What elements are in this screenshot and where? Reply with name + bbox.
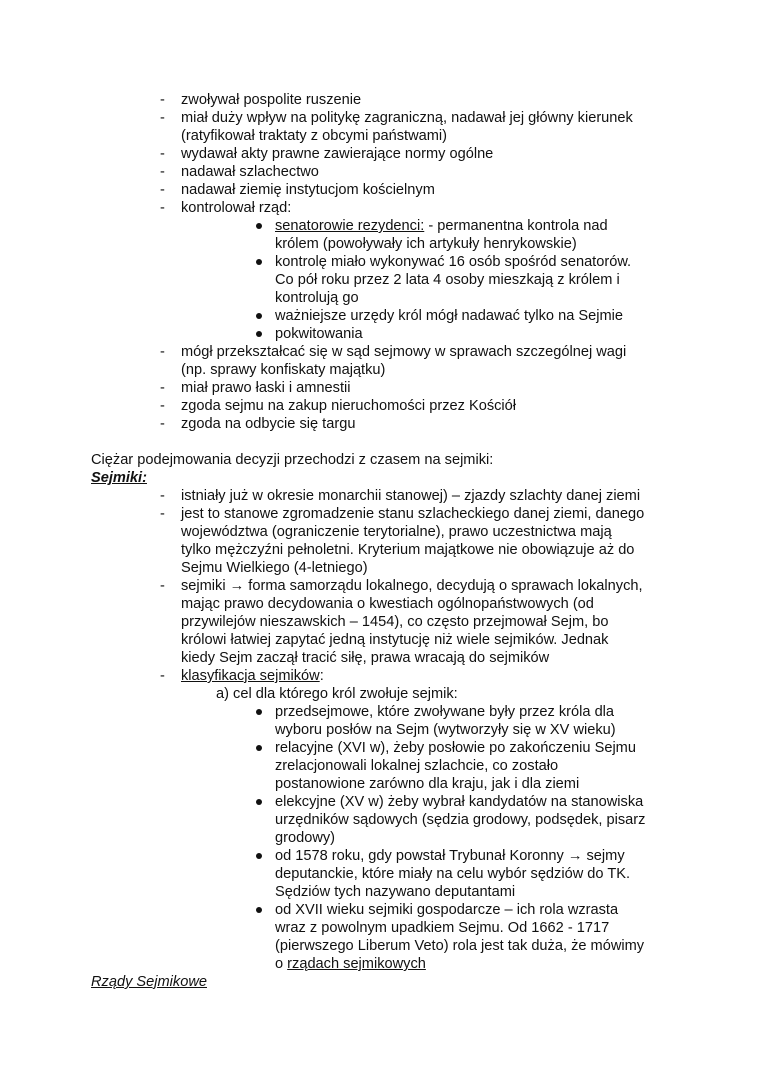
dash-marker: - xyxy=(160,110,165,126)
sub-bullet-cont: Co pół roku przez 2 lata 4 osoby mieszkają z królem i xyxy=(275,272,620,288)
bullet-marker xyxy=(256,907,262,913)
bullet-cont: urzędników sądowych (sędzia grodowy, podsędek, pisarz xyxy=(275,812,646,828)
list-item: jest to stanowe zgromadzenie stanu szlacheckiego danej ziemi, danego xyxy=(181,506,645,522)
dash-marker: - xyxy=(160,344,165,360)
bullet-marker xyxy=(256,259,262,265)
bullet-cont: wyboru posłów na Sejm (wytworzyły się w XV wieku) xyxy=(275,722,616,738)
sub-bullet-item: ważniejsze urzędy król mógł nadawać tylko na Sejmie xyxy=(275,308,623,324)
paragraph: Ciężar podejmowania decyzji przechodzi z czasem na sejmiki: xyxy=(91,452,494,468)
list-item: klasyfikacja sejmików: xyxy=(181,668,324,684)
bullet-marker xyxy=(256,853,262,859)
bullet-item: przedsejmowe, które zwoływane były przez króla dla xyxy=(275,704,615,720)
bullet-cont: grodowy) xyxy=(275,830,336,846)
sub-bullet-item: kontrolę miało wykonywać 16 osób spośród senatorów. xyxy=(275,254,632,270)
bullet-cont: Sędziów tych nazywano deputantami xyxy=(275,884,516,900)
list-item-cont: (np. sprawy konfiskaty majątku) xyxy=(181,362,386,378)
list-item: nadawał ziemię instytucjom kościelnym xyxy=(181,182,435,198)
heading-sejmiki: Sejmiki: xyxy=(91,470,147,486)
bullet-marker xyxy=(256,313,262,319)
bullet-marker xyxy=(256,223,262,229)
list-item-cont: królowi łatwiej zapytać jedną instytucję niż wiele sejmików. Jednak xyxy=(181,632,609,648)
term-klasyfikacja: klasyfikacja sejmików xyxy=(181,668,320,684)
dash-marker: - xyxy=(160,182,165,198)
bullet-marker xyxy=(256,709,262,715)
dash-marker: - xyxy=(160,92,165,108)
dash-marker: - xyxy=(160,164,165,180)
list-item: zgoda na odbycie się targu xyxy=(181,416,356,432)
sub-heading-a: a) cel dla którego król zwołuje sejmik: xyxy=(216,686,458,702)
sub-bullet-cont: królem (powoływały ich artykuły henrykowskie) xyxy=(275,236,577,252)
list-item-cont: mając prawo decydowania o kwestiach ogólnopaństwowych (od xyxy=(181,596,594,612)
list-item: zgoda sejmu na zakup nieruchomości przez Kościół xyxy=(181,398,517,414)
sub-bullet-item: pokwitowania xyxy=(275,326,363,342)
list-item: wydawał akty prawne zawierające normy ogólne xyxy=(181,146,494,162)
dash-marker: - xyxy=(160,146,165,162)
dash-marker: - xyxy=(160,506,165,522)
list-item-cont: przywilejów nieszawskich – 1454), co często przejmował Sejm, bo xyxy=(181,614,609,630)
list-item-cont: Sejmu Wielkiego (4-letniego) xyxy=(181,560,368,576)
sub-bullet-cont: kontrolują go xyxy=(275,290,359,306)
bullet-marker xyxy=(256,799,262,805)
list-item-cont: (ratyfikował traktaty z obcymi państwami) xyxy=(181,128,448,144)
list-item: miał prawo łaski i amnestii xyxy=(181,380,351,396)
dash-marker: - xyxy=(160,668,165,684)
list-item: miał duży wpływ na politykę zagraniczną, nadawał jej główny kierunek xyxy=(181,110,633,126)
list-item: sejmiki → forma samorządu lokalnego, decydują o sprawach lokalnych, xyxy=(181,578,643,594)
list-item-cont: województwa (ograniczenie terytorialne), prawo uczestnictwa mają xyxy=(181,524,612,540)
bullet-cont: postanowione zarówno dla kraju, jak i dla ziemi xyxy=(275,776,580,792)
dash-marker: - xyxy=(160,398,165,414)
bullet-item: od XVII wieku sejmiki gospodarcze – ich rola wzrasta xyxy=(275,902,619,918)
dash-marker: - xyxy=(160,578,165,594)
bullet-cont: zrelacjonowali lokalnej szlachcie, co zostało xyxy=(275,758,559,774)
bullet-marker xyxy=(256,745,262,751)
bullet-cont: o rządach sejmikowych xyxy=(275,956,426,972)
list-item: kontrolował rząd: xyxy=(181,200,292,216)
dash-marker: - xyxy=(160,416,165,432)
dash-marker: - xyxy=(160,488,165,504)
list-item: nadawał szlachectwo xyxy=(181,164,319,180)
bullet-item: relacyjne (XVI w), żeby posłowie po zakończeniu Sejmu xyxy=(275,740,636,756)
term-rzady-sejmikowe: rządach sejmikowych xyxy=(287,956,426,972)
list-item-cont: kiedy Sejm zaczął tracić siłę, prawa wracają do sejmików xyxy=(181,650,550,666)
bullet-cont: wraz z powolnym upadkiem Sejmu. Od 1662 - 1717 xyxy=(275,920,610,936)
list-item: zwoływał pospolite ruszenie xyxy=(181,92,362,108)
list-item-cont: tylko mężczyźni pełnoletni. Kryterium majątkowe nie obowiązuje aż do xyxy=(181,542,635,558)
term-senatorowie: senatorowie rezydenci: xyxy=(275,218,425,234)
list-item: mógł przekształcać się w sąd sejmowy w sprawach szczególnej wagi xyxy=(181,344,627,360)
dash-marker: - xyxy=(160,380,165,396)
heading-rzady-sejmikowe: Rządy Sejmikowe xyxy=(91,974,207,990)
dash-marker: - xyxy=(160,200,165,216)
bullet-cont: (pierwszego Liberum Veto) rola jest tak duża, że mówimy xyxy=(275,938,645,954)
sub-bullet-item: senatorowie rezydenci: - permanentna kontrola nad xyxy=(275,218,608,234)
list-item: istniały już w okresie monarchii stanowej) – zjazdy szlachty danej ziemi xyxy=(181,488,641,504)
bullet-cont: deputanckie, które miały na celu wybór sędziów do TK. xyxy=(275,866,631,882)
bullet-marker xyxy=(256,331,262,337)
bullet-item: od 1578 roku, gdy powstał Trybunał Koronny → sejmy xyxy=(275,848,625,864)
bullet-item: elekcyjne (XV w) żeby wybrał kandydatów na stanowiska xyxy=(275,794,644,810)
